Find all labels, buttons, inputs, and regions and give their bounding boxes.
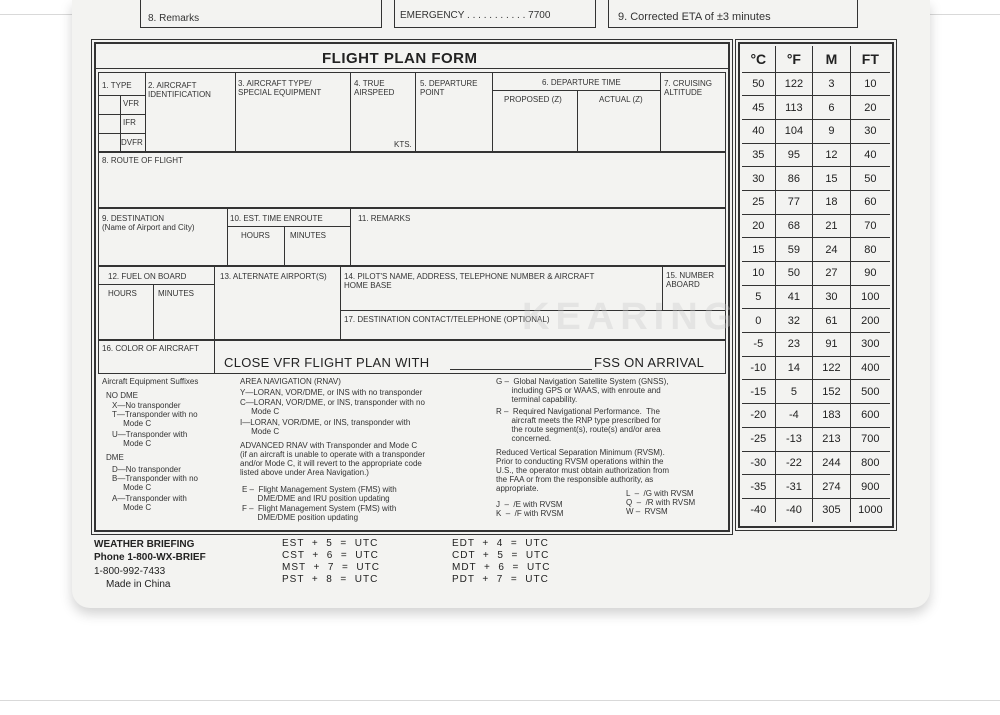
- rnav-r: R – Required Navigational Performance. The aircraft meets the RNP type prescribed for the route segment(s), route(s) and/or area concerned.: [496, 407, 661, 443]
- table-row: [742, 262, 890, 286]
- cell-fahrenheit: 122: [775, 72, 813, 96]
- cell-fahrenheit: 50: [775, 262, 813, 286]
- cell-meters: 152: [813, 380, 851, 404]
- ete-hours: HOURS: [241, 231, 270, 240]
- cell-meters: 305: [813, 498, 851, 522]
- cell-meters: 9: [813, 119, 851, 143]
- dme-heading: DME: [106, 453, 124, 462]
- corrected-eta-label: 9. Corrected ETA of ±3 minutes: [618, 11, 771, 23]
- no-dme-t: T—Transponder with no Mode C: [112, 410, 198, 428]
- cell-feet: 1000: [858, 504, 883, 517]
- cell-celsius: 0: [742, 309, 775, 333]
- table-row: [742, 119, 890, 143]
- cell-feet: 900: [850, 475, 890, 499]
- cell-fahrenheit: -4: [775, 404, 813, 428]
- title-divider: [96, 68, 728, 69]
- made-in: Made in China: [106, 579, 171, 590]
- aircraft-id-label: 2. AIRCRAFT IDENTIFICATION: [148, 81, 211, 99]
- dme-b: B—Transponder with no Mode C: [112, 474, 198, 492]
- cell-fahrenheit: -40: [775, 498, 813, 522]
- div-type: [145, 72, 146, 152]
- rnav-g: G – Global Navigation Satellite System (GNSS), including GPS or WAAS, with enroute and terminal capability.: [496, 377, 669, 404]
- rvsm-text: Reduced Vertical Separation Minimum (RVSM). Prior to conducting RVSM operations within the U.S., the operator must obtain authorization from the FAA or from the responsible authority, as appropriate.: [496, 448, 669, 493]
- phone-2: 1-800-992-7433: [94, 566, 166, 577]
- div-tas: [415, 72, 416, 152]
- pilot-label: 14. PILOT'S NAME, ADDRESS, TELEPHONE NUMBER & AIRCRAFT HOME BASE: [344, 272, 595, 290]
- cell-celsius: 30: [742, 167, 775, 191]
- rnav-y: Y—LORAN, VOR/DME, or INS with no transponder: [240, 388, 423, 397]
- aboard-label: 15. NUMBER ABOARD: [666, 271, 715, 289]
- cell-fahrenheit: -31: [775, 475, 813, 499]
- alternate-label: 13. ALTERNATE AIRPORT(S): [220, 272, 327, 281]
- cell-meters: 6: [813, 96, 851, 120]
- destination-label: 9. DESTINATION (Name of Airport and City): [102, 214, 195, 232]
- type-line2: [98, 114, 145, 115]
- cell-meters: 183: [813, 404, 851, 428]
- cell-feet: 60: [850, 190, 890, 214]
- div-dep: [492, 72, 493, 152]
- cell-celsius: 20: [742, 214, 775, 238]
- emergency-label: EMERGENCY . . . . . . . . . . . 7700: [400, 10, 551, 21]
- table-row: [742, 72, 890, 96]
- rnav-i: I—LORAN, VOR/DME, or INS, transponder with Mode C: [240, 418, 411, 436]
- cell-fahrenheit: 113: [775, 96, 813, 120]
- div-time-sub: [492, 90, 660, 91]
- no-dme-u: U—Transponder with Mode C: [112, 430, 188, 448]
- cell-fahrenheit: 86: [775, 167, 813, 191]
- contact-label: 17. DESTINATION CONTACT/TELEPHONE (OPTIONAL): [344, 315, 550, 324]
- table-row: [742, 214, 890, 238]
- fss-blank-line: [450, 369, 592, 370]
- cell-meters: 244: [813, 451, 851, 475]
- frame-bottom-border: [0, 700, 1000, 701]
- cell-celsius: 15: [742, 238, 775, 262]
- table-row: [742, 380, 890, 404]
- rnav-f: F – Flight Management System (FMS) with DME/DME position updating: [242, 504, 397, 522]
- table-row: [742, 309, 890, 333]
- div-actype: [350, 72, 351, 152]
- cell-fahrenheit: 23: [775, 333, 813, 357]
- kts-label: KTS.: [394, 140, 412, 149]
- cell-celsius: 45: [742, 96, 775, 120]
- rnav-heading: AREA NAVIGATION (RNAV): [240, 377, 341, 386]
- table-row: [742, 498, 890, 522]
- weather-briefing: WEATHER BRIEFING: [94, 539, 195, 550]
- cell-meters: 12: [813, 143, 851, 167]
- table-row: [742, 451, 890, 475]
- rvsm-codes-right: L – /G with RVSM Q – /R with RVSM W – RVSM: [626, 489, 696, 516]
- cell-feet: 50: [850, 167, 890, 191]
- col-meters: M: [813, 46, 851, 72]
- div-acid: [235, 72, 236, 152]
- fuel-minutes: MINUTES: [158, 289, 194, 298]
- cell-feet: 100: [850, 285, 890, 309]
- cell-meters: 24: [813, 238, 851, 262]
- table-row: [742, 475, 890, 499]
- cell-meters: 213: [813, 427, 851, 451]
- cell-feet: 800: [850, 451, 890, 475]
- table-row: [742, 143, 890, 167]
- cell-fahrenheit: 68: [775, 214, 813, 238]
- fss-arrival-label: FSS ON ARRIVAL: [594, 355, 705, 370]
- kneeboard: [72, 0, 930, 608]
- cell-fahrenheit: 5: [775, 380, 813, 404]
- type-ifr: IFR: [123, 118, 136, 127]
- cell-feet: 80: [850, 238, 890, 262]
- cell-fahrenheit: 77: [775, 190, 813, 214]
- table-row: [742, 333, 890, 357]
- aircraft-type-label: 3. AIRCRAFT TYPE/ SPECIAL EQUIPMENT: [238, 79, 322, 97]
- route-label: 8. ROUTE OF FLIGHT: [102, 156, 183, 165]
- departure-point-label: 5. DEPARTURE POINT: [420, 79, 478, 97]
- type-line1: [98, 95, 145, 96]
- fuel-hours: HOURS: [108, 289, 137, 298]
- equipment-heading: Aircraft Equipment Suffixes: [102, 377, 199, 386]
- col-fahrenheit: °F: [775, 46, 813, 72]
- rnav-e: E – Flight Management System (FMS) with DME/DME and IRU position updating: [242, 485, 397, 503]
- div-dest: [227, 208, 228, 266]
- cell-meters: 18: [813, 190, 851, 214]
- table-row: [742, 238, 890, 262]
- type-dvfr: DVFR: [121, 138, 143, 147]
- cell-feet: 70: [850, 214, 890, 238]
- rvsm-codes-left: J – /E with RVSM K – /F with RVSM: [496, 500, 564, 518]
- cell-feet: 30: [850, 119, 890, 143]
- cell-feet: 500: [850, 380, 890, 404]
- close-vfr-label: CLOSE VFR FLIGHT PLAN WITH: [224, 355, 430, 370]
- color-label: 16. COLOR OF AIRCRAFT: [102, 344, 199, 353]
- cell-feet: 300: [850, 333, 890, 357]
- cell-celsius: 35: [742, 143, 775, 167]
- cell-fahrenheit: 41: [775, 285, 813, 309]
- cell-celsius: 25: [742, 190, 775, 214]
- div-proposed: [577, 90, 578, 152]
- fuel-div: [153, 284, 154, 340]
- div-ete: [350, 208, 351, 266]
- cell-feet: 40: [850, 143, 890, 167]
- table-row: [742, 285, 890, 309]
- type-vfr: VFR: [123, 99, 139, 108]
- departure-time-label: 6. DEPARTURE TIME: [542, 78, 621, 87]
- cell-meters: 27: [813, 262, 851, 286]
- cell-celsius: -40: [742, 498, 775, 522]
- cruising-altitude-label: 7. CRUISING ALTITUDE: [664, 79, 713, 97]
- advanced-rnav: ADVANCED RNAV with Transponder and Mode C (if an aircraft is unable to operate with a transponder and/or Mode C, it will revert to the appropriate code listed above under Area Navigation.): [240, 441, 425, 477]
- cell-fahrenheit: -13: [775, 427, 813, 451]
- div-color: [214, 340, 215, 374]
- route-box: [98, 152, 726, 208]
- cell-feet: 90: [850, 262, 890, 286]
- cell-celsius: -25: [742, 427, 775, 451]
- cell-fahrenheit: 14: [775, 356, 813, 380]
- div-alt: [340, 266, 341, 340]
- table-row: [742, 404, 890, 428]
- cell-meters: 21: [813, 214, 851, 238]
- cell-celsius: -30: [742, 451, 775, 475]
- table-row: [742, 427, 890, 451]
- cell-fahrenheit: 104: [775, 119, 813, 143]
- cell-feet: 400: [850, 356, 890, 380]
- cell-celsius: -35: [742, 475, 775, 499]
- cell-celsius: 10: [742, 262, 775, 286]
- cell-celsius: 5: [742, 285, 775, 309]
- cell-fahrenheit: 32: [775, 309, 813, 333]
- phone-1: Phone 1-800-WX-BRIEF: [94, 552, 206, 563]
- cell-feet: 10: [850, 72, 890, 96]
- cell-feet: 700: [850, 427, 890, 451]
- proposed-label: PROPOSED (Z): [504, 95, 562, 104]
- top-remarks-label: 8. Remarks: [148, 13, 200, 24]
- dme-a: A—Transponder with Mode C: [112, 494, 187, 512]
- table-row: [742, 167, 890, 191]
- watermark: KEARING: [522, 296, 740, 338]
- true-airspeed-label: 4. TRUE AIRSPEED: [354, 79, 395, 97]
- cell-celsius: -5: [742, 333, 775, 357]
- col-celsius: °C: [742, 46, 775, 72]
- table-row: [742, 96, 890, 120]
- cell-celsius: 50: [742, 72, 775, 96]
- rnav-c: C—LORAN, VOR/DME, or INS, transponder with no Mode C: [240, 398, 425, 416]
- cell-fahrenheit: 59: [775, 238, 813, 262]
- type-line3: [98, 133, 145, 134]
- type-label: 1. TYPE: [102, 81, 132, 90]
- div-fuel: [214, 266, 215, 340]
- cell-fahrenheit: 95: [775, 143, 813, 167]
- fuel-sub: [98, 284, 214, 285]
- cell-meters: 61: [813, 309, 851, 333]
- actual-label: ACTUAL (Z): [599, 95, 643, 104]
- cell-feet: 600: [850, 404, 890, 428]
- cell-celsius: -10: [742, 356, 775, 380]
- ete-minutes: MINUTES: [290, 231, 326, 240]
- cell-fahrenheit: -22: [775, 451, 813, 475]
- table-row: [742, 356, 890, 380]
- cell-celsius: 40: [742, 119, 775, 143]
- conversion-body: [742, 72, 890, 522]
- cell-meters: 91: [813, 333, 851, 357]
- conversion-table: [742, 46, 890, 522]
- daylight-time-zones: EDT + 4 = UTC CDT + 5 = UTC MDT + 6 = UTC PDT + 7 = UTC: [452, 538, 551, 585]
- conversion-table-border: [738, 42, 894, 528]
- cell-meters: 15: [813, 167, 851, 191]
- cell-celsius: -15: [742, 380, 775, 404]
- table-row: [742, 190, 890, 214]
- remarks-label: 11. REMARKS: [358, 214, 411, 223]
- ete-label: 10. EST. TIME ENROUTE: [230, 214, 323, 223]
- cell-meters: 122: [813, 356, 851, 380]
- cell-celsius: -20: [742, 404, 775, 428]
- ete-div: [284, 226, 285, 266]
- cell-meters: 274: [813, 475, 851, 499]
- form-title: FLIGHT PLAN FORM: [322, 50, 478, 67]
- ete-sub: [227, 226, 350, 227]
- cell-feet: 200: [850, 309, 890, 333]
- no-dme-heading: NO DME: [106, 391, 138, 400]
- no-dme-x: X—No transponder: [112, 401, 181, 410]
- div-time: [660, 72, 661, 152]
- cell-meters: 30: [813, 285, 851, 309]
- fuel-label: 12. FUEL ON BOARD: [108, 272, 187, 281]
- dme-d: D—No transponder: [112, 465, 181, 474]
- cell-meters: 3: [813, 72, 851, 96]
- col-feet: FT: [850, 46, 890, 72]
- cell-feet: 20: [850, 96, 890, 120]
- standard-time-zones: EST + 5 = UTC CST + 6 = UTC MST + 7 = UTC PST + 8 = UTC: [282, 538, 380, 585]
